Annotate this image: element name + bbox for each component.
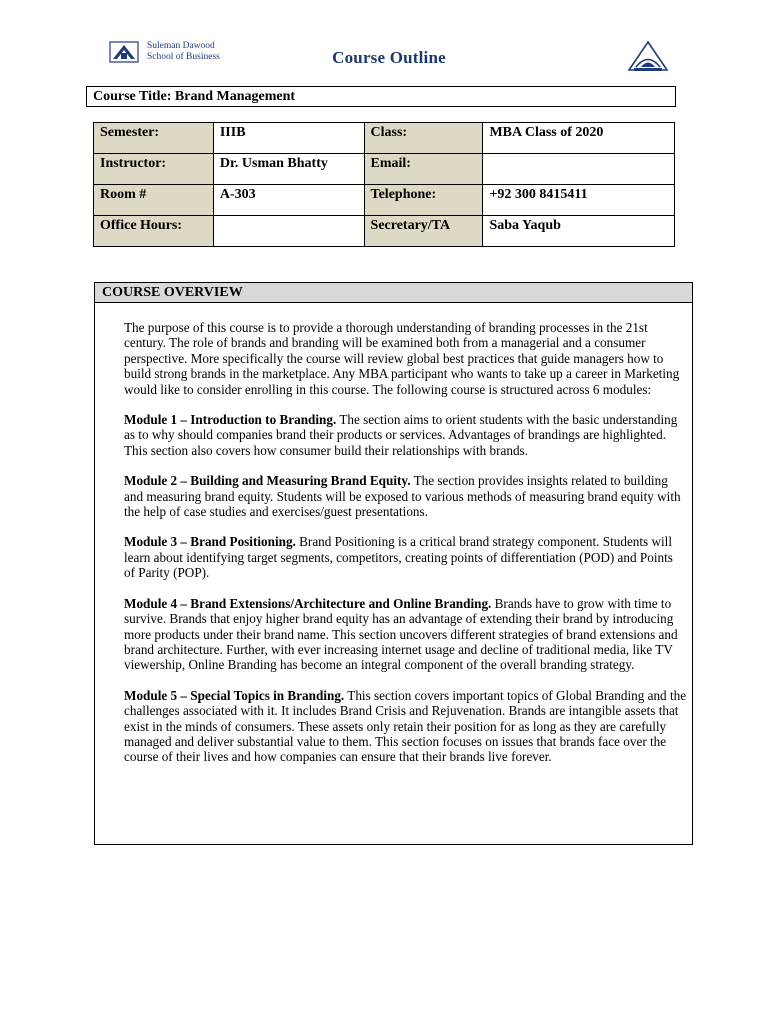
module-3-title: Module 3 – Brand Positioning. (124, 534, 296, 550)
module-2-text: The section provides insights related to building and measuring brand equity. Students will be exposed to various methods of measuring brand equity with the help of case studies and exercises/guest presentations. (124, 473, 681, 520)
module-5-title: Module 5 – Special Topics in Branding. (124, 687, 345, 703)
school-logo (107, 36, 237, 68)
table-row (94, 185, 675, 216)
overview-body (95, 303, 692, 765)
module-4-paragraph (124, 596, 687, 673)
table-row (94, 216, 675, 247)
module-1-title: Module 1 – Introduction to Branding. (124, 412, 337, 428)
module-3-paragraph (124, 534, 687, 580)
module-5-paragraph (124, 688, 687, 765)
office-hours-value (213, 216, 364, 247)
instructor-label: Instructor: (94, 154, 214, 185)
module-1-text: The section aims to orient students with the basic understanding as to why should companies brand their products or services. Advantages of brandings are highlighted. This section also covers how consumer build their relationships with brands. (124, 412, 678, 458)
room-value: A-303 (213, 185, 364, 216)
crest-icon (107, 37, 141, 67)
office-hours-label: Office Hours: (94, 216, 214, 247)
emblem-icon (626, 40, 670, 74)
module-2-paragraph (124, 473, 687, 519)
table-row (94, 123, 675, 154)
semester-value: IIIB (213, 123, 364, 154)
room-label: Room # (94, 185, 214, 216)
semester-label: Semester: (94, 123, 214, 154)
telephone-label: Telephone: (364, 185, 483, 216)
telephone-value: +92 300 8415411 (483, 185, 675, 216)
course-info-table (93, 122, 675, 247)
email-label: Email: (364, 154, 483, 185)
overview-heading: COURSE OVERVIEW (95, 283, 692, 303)
course-title: Course Title: Brand Management (86, 86, 676, 107)
course-overview-section (94, 282, 693, 845)
secretary-value: Saba Yaqub (483, 216, 675, 247)
module-5-text: This section covers important topics of Global Branding and the challenges associated with it. It includes Brand Crisis and Rejuvenation. Brands are intangible assets that exist in the minds of consumers. These assets only retain their position for as long as they are carefully managed and deliver substantial value to them. This section focuses on issues that brands face over the course of their lives and how companies can ensure that their brands live forever. (124, 687, 687, 765)
overview-intro: The purpose of this course is to provide a thorough understanding of branding processes in the 21st century. The role of brands and branding will be examined both from a managerial and a consumer perspective. More specifically the course will review global best practices that guide managers how to build strong brands in the marketplace. Any MBA participant who wants to take up a career in Marketing would like to consider enrolling in this course. The following course is structured across 6 modules: (124, 320, 680, 397)
email-value (483, 154, 675, 185)
module-1-paragraph (124, 412, 687, 458)
logo-line-2: School of Business (147, 52, 220, 62)
module-3-text: Brand Positioning is a critical brand strategy component. Students will learn about identifying target segments, competitors, creating points of differentiation (POD) and Points of Parity (POP). (124, 534, 673, 581)
module-4-title: Module 4 – Brand Extensions/Architecture and Online Branding. (124, 595, 492, 611)
university-logo (626, 40, 670, 74)
class-value: MBA Class of 2020 (483, 123, 675, 154)
module-4-text: Brands have to grow with time to survive. Brands that enjoy higher brand equity has an advantage of extending their brand by introducing more products under their brand name. This section uncovers different strategies of brand extensions and brand architecture. Further, with ever increasing internet usage and decline of traditional media, like TV viewership, Online Branding has become an integral component of the overall branding strategy. (124, 595, 678, 673)
module-2-title: Module 2 – Building and Measuring Brand Equity. (124, 473, 411, 489)
page-title: Course Outline (332, 48, 446, 67)
instructor-value: Dr. Usman Bhatty (213, 154, 364, 185)
table-row (94, 154, 675, 185)
logo-line-1: Suleman Dawood (147, 41, 215, 51)
secretary-label: Secretary/TA (364, 216, 483, 247)
class-label: Class: (364, 123, 483, 154)
